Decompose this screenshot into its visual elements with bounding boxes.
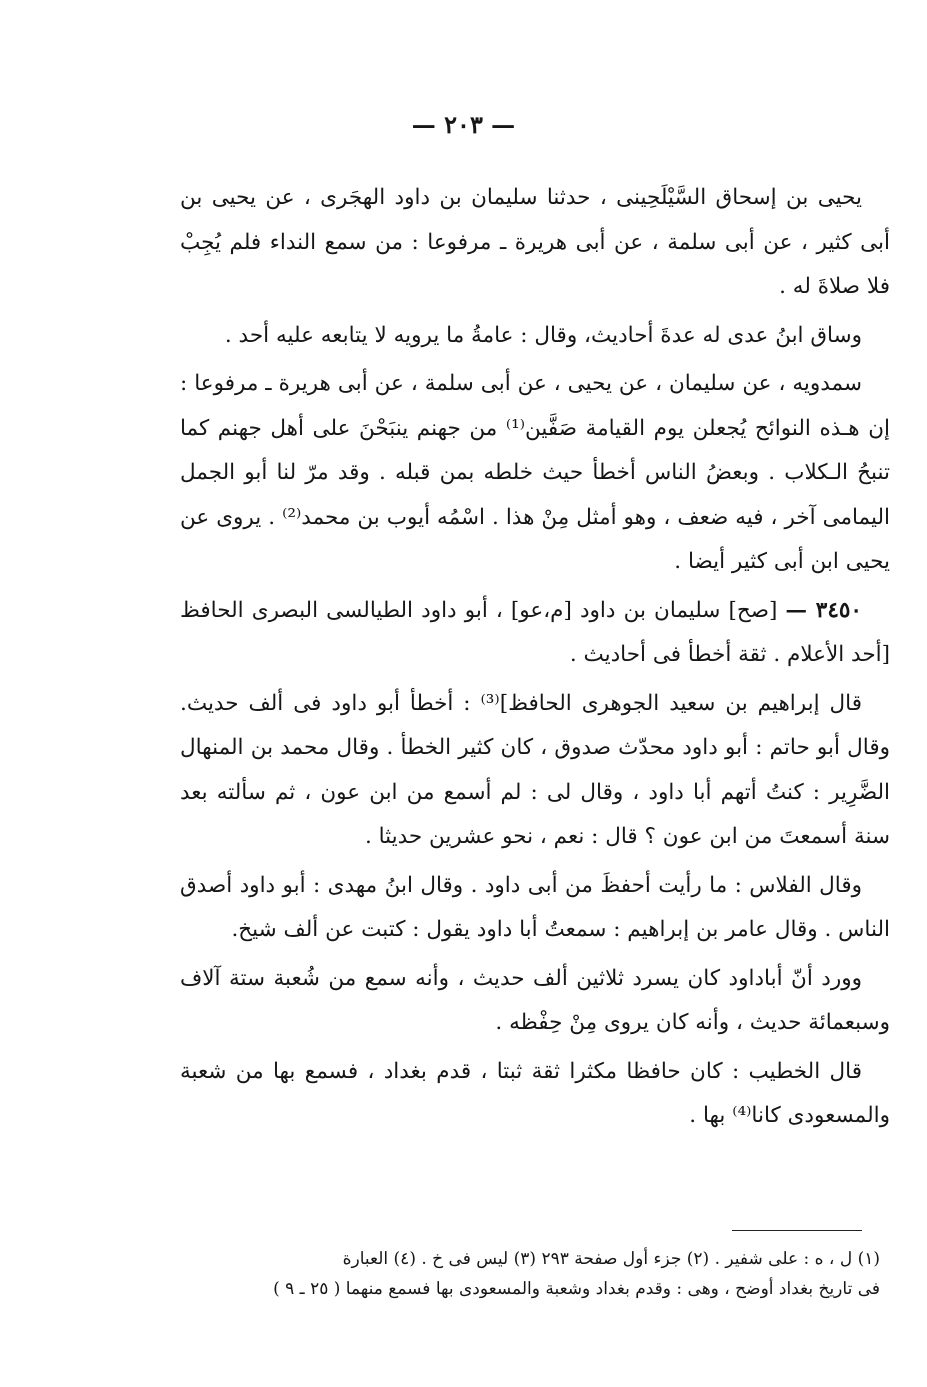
main-text: [180, 176, 890, 1143]
page-number: — ٢٠٣ —: [411, 110, 516, 139]
footnote-line-2: فى تاريخ بغداد أوضح ، وهى : وقدم بغداد وشعبة والمسعودى بها فسمع منهما ( ٢٥ ـ ٩ ): [273, 1279, 880, 1299]
paragraph-5: قال إبراهيم بن سعيد الجوهرى الحافظ]⁽³⁾ : أخطأ أبو داود فى ألف حديث. وقال أبو حاتم : أبو داود محدّث صدوق ، كان كثير الخطأ . وقال محمد بن المنهال الضَّرِير : كنتُ أتهم أبا داود ، وقال لى : لم أسمع من ابن عون ، ثم سألته بعد سنة أسمعتَ من ابن عون ؟ قال : نعم ، نحو عشرين حديثا .: [180, 690, 890, 849]
footnotes: [180, 1244, 880, 1304]
entry-text: [صح] سليمان بن داود [م،عو] ، أبو داود الطيالسى البصرى الحافظ [أحد الأعلام . ثقة أخطأ فى أحاديث .: [180, 597, 890, 667]
footnote-divider: [732, 1230, 862, 1231]
paragraph-7: وورد أنّ أباداود كان يسرد ثلاثين ألف حديث ، وأنه سمع من شُعبة ستة آلاف وسبعمائة حديث ، وأنه كان يروى مِنْ حِفْظه .: [180, 965, 890, 1035]
paragraph-6: وقال الفلاس : ما رأيت أحفظَ من أبى داود . وقال ابنُ مهدى : أبو داود أصدق الناس . وقال عامر بن إبراهيم : سمعتُ أبا داود يقول : كتبت عن ألف شيخ.: [180, 872, 890, 942]
footnote-line-1: (١) ل ، ه : على شفير . (٢) جزء أول صفحة ٢٩٣ (٣) ليس فى خ . (٤) العبارة: [342, 1249, 880, 1269]
paragraph-8: قال الخطيب : كان حافظا مكثرا ثقة ثبتا ، قدم بغداد ، فسمع بها من شعبة والمسعودى كانا⁽⁴⁾ بها .: [180, 1058, 890, 1128]
entry-number: ٣٤٥٠ —: [785, 597, 862, 623]
entry-3450: [180, 589, 890, 678]
paragraph-2: وساق ابنُ عدى له عدةَ أحاديث، وقال : عامةُ ما يرويه لا يتابعه عليه أحد .: [224, 322, 862, 348]
paragraph-1: يحيى بن إسحاق السَّيْلَحِينى ، حدثنا سليمان بن داود الهجَرى ، عن يحيى بن أبى كثير ، عن أبى سلمة ، عن أبى هريرة ـ مرفوعا : من سمع النداء فلم يُجِبْ فلا صلاةَ له .: [180, 185, 890, 299]
paragraph-3: سمدويه ، عن سليمان ، عن يحيى ، عن أبى سلمة ، عن أبى هريرة ـ مرفوعا : إن هـذه النوائح يُجعلن يوم القيامة صَفَّين⁽¹⁾ من جهنم ينبَحْنَ على أهل جهنم كما تنبحُ الـكلاب . وبعضُ الناس أخطأ حيث خلطه بمن قبله . وقد مرّ لنا أبو الجمل اليمامى آخر ، فيه ضعف ، وهو أمثل مِنْ هذا . اسْمُه أيوب بن محمد⁽²⁾ . يروى عن يحيى ابن أبى كثير أيضا .: [180, 371, 890, 574]
